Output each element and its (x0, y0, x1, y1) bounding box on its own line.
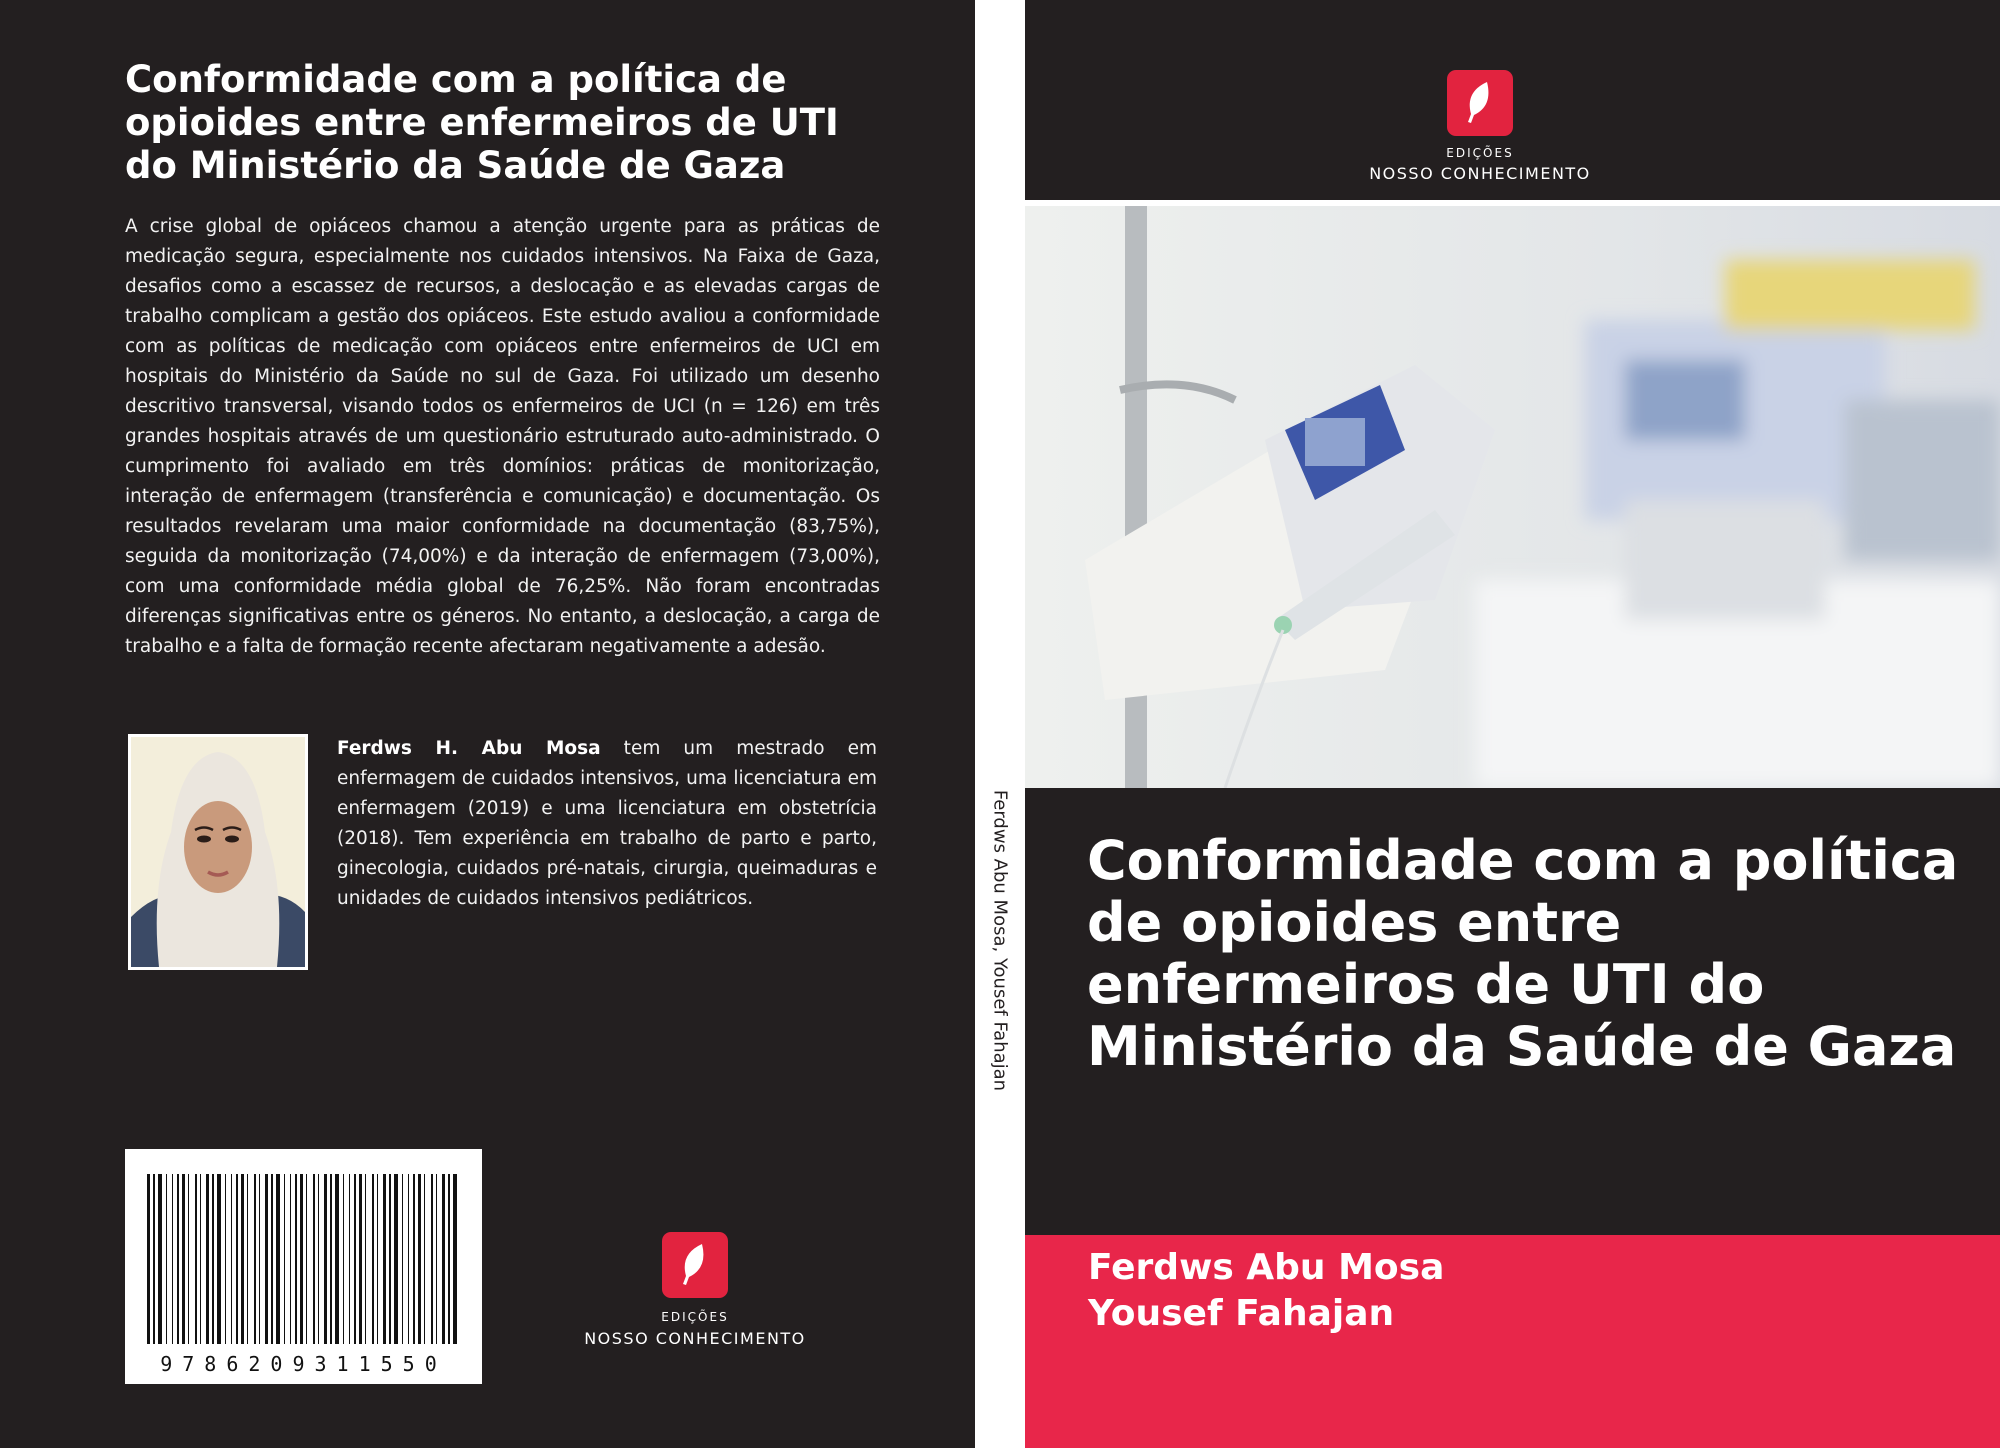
isbn-barcode (125, 1149, 482, 1384)
publisher-label-small: EDIÇÕES (661, 1310, 729, 1324)
author-bio (337, 734, 877, 914)
feather-logo-icon (662, 1232, 728, 1298)
back-cover-title: Conformidade com a política de opioides entre enfermeiros de UTI do Ministério da Saúde de Gaza (125, 58, 839, 187)
author-photo (128, 734, 308, 970)
publisher-name: NOSSO CONHECIMENTO (584, 1329, 806, 1348)
publisher-logo-back (570, 1232, 820, 1352)
front-author-1: Ferdws Abu Mosa (1088, 1247, 1445, 1288)
publisher-name: NOSSO CONHECIMENTO (1369, 164, 1591, 183)
cover-photo-infusion-pump (1025, 200, 2000, 788)
feather-logo-icon (1447, 70, 1513, 136)
author-bio-text: tem um mestrado em enfermagem de cuidados intensivos, uma licenciatura em enfermagem (2019) e uma licenciatura em obstetrícia (2018). Tem experiência em trabalho de parto e parto, ginecologia, cuidados pré-natais, cirurgia, queimaduras e unidades de cuidados intensivos pediátricos. (337, 738, 877, 909)
back-cover-abstract: A crise global de opiáceos chamou a atenção urgente para as práticas de medicação segura, especialmente nos cuidados intensivos. Na Faixa de Gaza, desafios como a escassez de recursos, a deslocação e as elevadas cargas de trabalho complicam a gestão dos opiáceos. Este estudo avaliou a conformidade com as políticas de medicação com opiáceos entre enfermeiros de UCI em hospitais do Ministério da Saúde no sul de Gaza. Foi utilizado um desenho descritivo transversal, visando todos os enfermeiros de UCI (n = 126) em três grandes hospitais através de um questionário estruturado auto-administrado. O cumprimento foi avaliado em três domínios: práticas de monitorização, interação de enfermagem (transferência e comunicação) e documentação. Os resultados revelaram uma maior conformidade na documentação (83,75%), seguida da monitorização (74,00%) e da interação de enfermagem (73,00%), com uma conformidade média global de 76,25%. Não foram encontradas diferenças significativas entre os géneros. No entanto, a deslocação, a carga de trabalho e a falta de formação recente afectaram negativamente a adesão. (125, 216, 880, 657)
publisher-label-small: EDIÇÕES (1446, 146, 1514, 160)
author-bio-name: Ferdws H. Abu Mosa (337, 738, 601, 759)
authors-band (1025, 1235, 2000, 1448)
barcode-bars (125, 1149, 482, 1384)
front-author-2: Yousef Fahajan (1088, 1293, 1395, 1334)
spine-authors: Ferdws Abu Mosa, Yousef Fahajan (989, 789, 1011, 1092)
isbn-digits: 9786209311550 (160, 1352, 447, 1376)
front-cover-title: Conformidade com a política de opioides entre enfermeiros de UTI do Ministério da Saúde de Gaza (1087, 829, 1959, 1078)
publisher-logo-front (1360, 70, 1600, 190)
